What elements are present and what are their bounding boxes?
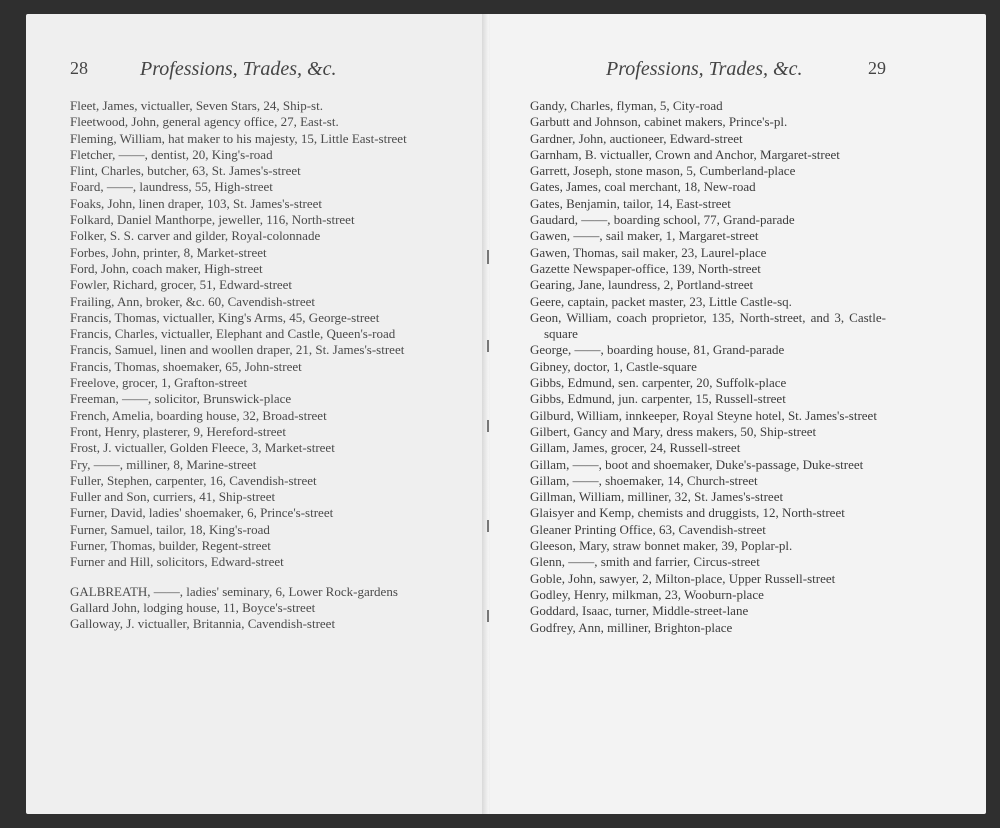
directory-entry: Gleeson, Mary, straw bonnet maker, 39, Poplar-pl.: [530, 538, 793, 554]
directory-entry: Gazette Newspaper-office, 139, North-street: [530, 260, 761, 276]
directory-entry: Geere, captain, packet master, 23, Little Castle-sq.: [530, 293, 792, 309]
directory-entry: Folkard, Daniel Manthorpe, jeweller, 116, North-street: [70, 212, 355, 228]
directory-entry: Flint, Charles, butcher, 63, St. James's-street: [70, 163, 301, 179]
directory-entry: Gawen, Thomas, sail maker, 23, Laurel-place: [530, 244, 767, 260]
directory-entry: Gilburd, William, innkeeper, Royal Steyne hotel, St. James's-street: [530, 407, 877, 423]
directory-entry: Folker, S. S. carver and gilder, Royal-colonnade: [70, 228, 321, 244]
directory-entry: Foard, ——, laundress, 55, High-street: [70, 179, 273, 195]
directory-entry: Gillam, ——, shoemaker, 14, Church-street: [530, 472, 758, 488]
gutter-mark: [487, 610, 489, 622]
directory-entry: Ford, John, coach maker, High-street: [70, 260, 263, 276]
directory-entry: Front, Henry, plasterer, 9, Hereford-street: [70, 423, 286, 439]
directory-entry: Gillman, William, milliner, 32, St. James's-street: [530, 489, 784, 505]
directory-entry: Gardner, John, auctioneer, Edward-street: [530, 130, 743, 146]
directory-entry: Gearing, Jane, laundress, 2, Portland-street: [530, 277, 754, 293]
directory-entry: Gibney, doctor, 1, Castle-square: [530, 358, 697, 374]
directory-entry: Garbutt and Johnson, cabinet makers, Prince's-pl.: [530, 114, 788, 130]
directory-entry: Godfrey, Ann, milliner, Brighton-place: [530, 619, 733, 635]
left-page-number: 28: [70, 58, 88, 78]
directory-entry: Gilbert, Gancy and Mary, dress makers, 50, Ship-street: [530, 423, 817, 439]
left-page: [26, 14, 488, 814]
directory-entry: Furner, Samuel, tailor, 18, King's-road: [70, 521, 270, 537]
directory-entry: Frailing, Ann, broker, &c. 60, Cavendish-street: [70, 293, 315, 309]
directory-entry: Gawen, ——, sail maker, 1, Margaret-street: [530, 228, 759, 244]
gutter-mark: [487, 340, 489, 352]
directory-entry: Gates, James, coal merchant, 18, New-road: [530, 179, 756, 195]
directory-entry: Gillam, ——, boot and shoemaker, Duke's-passage, Duke-street: [530, 456, 864, 472]
directory-entry: Foaks, John, linen draper, 103, St. James's-street: [70, 195, 323, 211]
right-entry-list: [530, 98, 886, 636]
directory-entry: Fowler, Richard, grocer, 51, Edward-street: [70, 277, 293, 293]
directory-entry: Goble, John, sawyer, 2, Milton-place, Upper Russell-street: [530, 570, 836, 586]
directory-entry: French, Amelia, boarding house, 32, Broad-street: [70, 407, 327, 423]
directory-entry: Francis, Thomas, shoemaker, 65, John-street: [70, 358, 302, 374]
directory-entry: Fuller and Son, curriers, 41, Ship-street: [70, 489, 276, 505]
directory-entry: Freeman, ——, solicitor, Brunswick-place: [70, 391, 292, 407]
directory-entry: Fleetwood, John, general agency office, 27, East-st.: [70, 114, 339, 130]
directory-entry: Gillam, James, grocer, 24, Russell-street: [530, 440, 741, 456]
directory-entry: Francis, Samuel, linen and woollen draper, 21, St. James's-street: [70, 342, 405, 358]
left-running-title: Professions, Trades, &c.: [140, 58, 337, 80]
directory-entry: Gleaner Printing Office, 63, Cavendish-street: [530, 521, 766, 537]
directory-entry: Glenn, ——, smith and farrier, Circus-street: [530, 554, 760, 570]
directory-entry: Fuller, Stephen, carpenter, 16, Cavendish-street: [70, 472, 317, 488]
directory-entry: Francis, Thomas, victualler, King's Arms, 45, George-street: [70, 309, 380, 325]
right-running-title: Professions, Trades, &c.: [606, 58, 803, 80]
gutter-mark: [487, 420, 489, 432]
directory-entry: Freelove, grocer, 1, Grafton-street: [70, 375, 248, 391]
directory-entry-section-g: GALBREATH, ——, ladies' seminary, 6, Lower Rock-gardens: [70, 583, 398, 599]
directory-entry: Fleming, William, hat maker to his majesty, 15, Little East-street: [70, 130, 407, 146]
directory-entry: Garrett, Joseph, stone mason, 5, Cumberland-place: [530, 163, 796, 179]
directory-entry: Furner, David, ladies' shoemaker, 6, Prince's-street: [70, 505, 334, 521]
directory-entry: Fletcher, ——, dentist, 20, King's-road: [70, 146, 273, 162]
directory-entry: Glaisyer and Kemp, chemists and druggists, 12, North-street: [530, 505, 845, 521]
gutter-mark: [487, 250, 489, 264]
directory-entry: Frost, J. victualler, Golden Fleece, 3, Market-street: [70, 440, 335, 456]
directory-entry: Galloway, J. victualler, Britannia, Cavendish-street: [70, 616, 336, 632]
directory-entry: Forbes, John, printer, 8, Market-street: [70, 244, 267, 260]
directory-entry: Fleet, James, victualler, Seven Stars, 24, Ship-st.: [70, 98, 323, 113]
directory-entry: Gibbs, Edmund, sen. carpenter, 20, Suffolk-place: [530, 375, 787, 391]
directory-entry: Gandy, Charles, flyman, 5, City-road: [530, 98, 723, 113]
directory-entry: Godley, Henry, milkman, 23, Wooburn-place: [530, 586, 764, 602]
directory-entry: Fry, ——, milliner, 8, Marine-street: [70, 456, 257, 472]
directory-entry: Gates, Benjamin, tailor, 14, East-street: [530, 195, 731, 211]
directory-entry: Garnham, B. victualler, Crown and Anchor, Margaret-street: [530, 146, 840, 162]
directory-entry: Gaudard, ——, boarding school, 77, Grand-parade: [530, 212, 795, 228]
right-page: [490, 14, 986, 814]
directory-entry: Goddard, Isaac, turner, Middle-street-lane: [530, 603, 749, 619]
directory-entry: Gibbs, Edmund, jun. carpenter, 15, Russell-street: [530, 391, 786, 407]
directory-entry: Gallard John, lodging house, 11, Boyce's-street: [70, 599, 316, 615]
left-entry-list: [70, 98, 430, 633]
gutter-mark: [487, 520, 489, 532]
directory-entry: Francis, Charles, victualler, Elephant and Castle, Queen's-road: [70, 326, 396, 342]
directory-entry: Geon, William, coach proprietor, 135, North-street, and 3, Castle-square: [530, 309, 886, 342]
directory-entry: Furner, Thomas, builder, Regent-street: [70, 538, 271, 554]
directory-entry: Furner and Hill, solicitors, Edward-street: [70, 554, 284, 570]
right-page-number: 29: [868, 58, 886, 78]
directory-entry: George, ——, boarding house, 81, Grand-parade: [530, 342, 785, 358]
